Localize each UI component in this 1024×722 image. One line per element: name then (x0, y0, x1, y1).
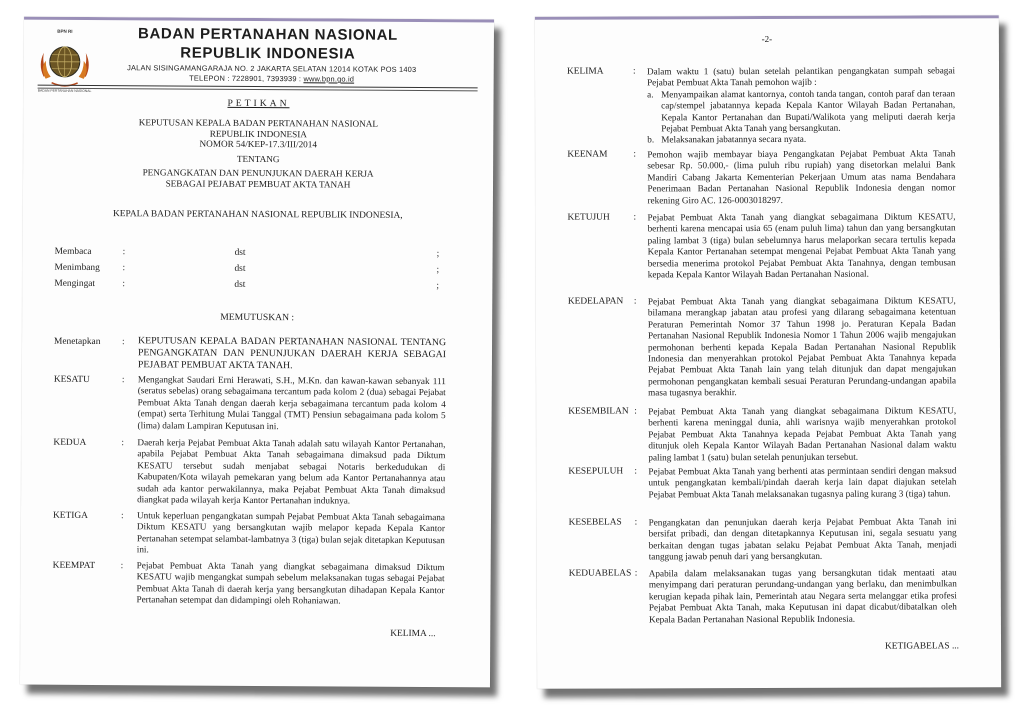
keduabelas-text: Apabila dalam melaksanakan tugas yang bersangkutan tidak mentaati atau menyimpang dari peraturan perundang-undangan yang berlaku, dan menimbulkan kerugian kepada pihak lain, Pemerintah atau Negara serta melanggar etika profesi Pejabat Pembuat Akta Tanah, maka Keputusan ini dapat dicabut/dibatalkan oleh Kepala Badan Pertanahan Nasional Republik Indonesia. (648, 567, 957, 625)
kesatu-label: KESATU (53, 374, 90, 385)
logo-caption: BADAN PERTANAHAN NASIONAL (37, 88, 92, 93)
header-website-link[interactable]: www.bpn.go.id (303, 74, 355, 84)
decree-title-line1: KEPUTUSAN KEPALA BADAN PERTANAHAN NASIONAL (138, 117, 379, 129)
kesatu-text: Mengangkat Saudari Erni Herawati, S.H., M.Kn. dan kawan-kawan sebanyak 111 (seratus sebelas) orang sebagaimana tercantum pada kolom 2 (dua) sebagai Pejabat Pembuat Akta Tanah dengan daerah kerja sebagaimana tercantum pada kolom 4 (empat) serta Terhitung Mulai Tanggal (TMT) Pensiun sebagaimana pada kolom 5 (lima) dalam Lampiran Keputusan ini. (137, 374, 446, 431)
consideration-label: Mengingat (54, 278, 96, 290)
considerations-list (54, 247, 454, 297)
scan-edge (24, 17, 494, 23)
header-agency-name: BADAN PERTANAHAN NASIONAL (138, 25, 398, 44)
kesembilan-text: Pejabat Pembuat Akta Tanah yang diangkat sebagaimana Diktum KESATU, berhenti karena meninggal dunia, ahli warisnya wajib menyerahkan protokol Pejabat Pembuat Akta Tanahnya kepada Pejabat Pembuat Akta Tanah yang ditunjuk oleh Kepala Kantor Wilayah Badan Pertanahan Nasional dalam waktu paling lambat 1 (satu) bulan setelah penunjukan tersebut. (648, 405, 957, 463)
decree-title-line2: REPUBLIK INDONESIA (209, 128, 307, 139)
kesatu-colon: : (121, 375, 125, 386)
consideration-label: Menimbang (54, 262, 100, 274)
kesembilan-label: KESEMBILAN (568, 406, 629, 417)
logo-top-label: BPN RI (57, 28, 73, 34)
bpn-logo (34, 28, 96, 93)
ketujuh-label: KETUJUH (567, 212, 610, 223)
kedelapan-label: KEDELAPAN (567, 296, 624, 307)
kesebelas-label: KESEBELAS (568, 517, 622, 528)
decree-tentang: TENTANG (236, 153, 280, 164)
ketujuh-colon: : (633, 212, 637, 223)
kesepuluh-label: KESEPULUH (568, 466, 624, 477)
list-item (647, 88, 955, 135)
kedelapan-text: Pejabat Pembuat Akta Tanah yang diangkat sebagaimana Diktum KESATU, bilamana merangkap jabatan atau profesi yang dilarang sebagaimana ketentuan Peraturan Pemerintah Nomor 37 Tahun 1998 jo. Peraturan Kepala Badan Pertanahan Nasional Republik Indonesia Nomor 1 Tahun 2006 wajib mengajukan permohonan berhenti kepada Kepala Badan Pertanahan Nasional Republik Indonesia dan menyerahkan protokol Pejabat Pembuat Akta Tanahnya kepada Pejabat Pembuat Akta Tanah lain yang telah ditunjuk dan dapat mengajukan permohonan pengangkatan kembali sesuai Peraturan Perundang-undangan apabila masa tugasnya berakhir. (647, 295, 957, 398)
consideration-mengingat (54, 279, 454, 297)
header-country-name: REPUBLIK INDONESIA (180, 44, 356, 63)
menetapkan-colon: : (122, 337, 125, 348)
list-item-text: Melaksanakan jabatannya secara nyata. (661, 134, 807, 145)
kedua-text: Daerah kerja Pejabat Pembuat Akta Tanah adalah satu wilayah Kantor Pertanahan, apabila Pejabat Pembuat Akta Tanah sebagaimana dimaksud pada Diktum KESATU tersebut sudah menjabat sebagai Notaris berkedudukan di Kabupaten/Kota wilayah pemekaran yang belum ada Kantor Pertanahannya atau sudah ada kantor perwakilannya, maka Pejabat Pembuat Akta Tanah dimaksud diangkat pada wilayah kerja Kantor Pertanahan induknya. (137, 437, 446, 506)
document-page-2 (535, 15, 1001, 689)
kedua-colon: : (121, 438, 125, 449)
consideration-colon: : (122, 247, 126, 258)
kesepuluh-colon: : (634, 466, 638, 477)
list-marker: a. (647, 89, 654, 100)
keduabelas-colon: : (634, 568, 638, 579)
header-phone-text: TELEPON : 7228901, 7393939 : (189, 73, 304, 84)
keempat-label: KEEMPAT (52, 560, 96, 572)
ketiga-label: KETIGA (52, 510, 88, 521)
keempat-colon: : (120, 561, 124, 572)
consideration-end: ; (436, 249, 440, 260)
kesebelas-text: Pengangkatan dan penunjukan daerah kerja Pejabat Pembuat Akta Tanah ini bersifat pribadi, dan dengan ditetapkannya Keputusan ini, segala sesuatu yang berkaitan dengan tugas jabatan selaku Pejabat Pembuat Akta Tanah, menjadi tanggung jawab penuh dari yang bersangkutan. (648, 516, 957, 562)
header-phone (112, 73, 432, 84)
list-item-text: Menyampaikan alamat kantornya, contoh tanda tangan, contoh paraf dan teraan cap/stempel jabatannya kepada Kepala Kantor Wilayah Badan Pertanahan, Kepala Kantor Pertanahan dan Bupati/Walikota yang meliputi daerah kerja Pejabat Pembuat Akta Tanah yang bersangkutan. (661, 88, 956, 134)
bpn-logo-emblem (34, 28, 96, 93)
consideration-value: dst (234, 247, 246, 258)
consideration-end: ; (436, 265, 440, 276)
memutuskan-heading: MEMUTUSKAN : (220, 311, 295, 324)
consideration-label: Membaca (54, 246, 92, 257)
menetapkan-text: KEPUTUSAN KEPALA BADAN PERTANAHAN NASIONAL TENTANG PENGANGKATAN DAN PENUNJUKAN DAERAH KERJA SEBAGAI PEJABAT PEMBUAT AKTA TANAH. (137, 335, 447, 371)
ketiga-colon: : (120, 511, 124, 522)
kesebelas-colon: : (634, 517, 638, 528)
header-rule-thin (38, 88, 478, 92)
decree-number: NOMOR 54/KEP-17.3/III/2014 (199, 138, 318, 150)
kelima-obligations-list (647, 88, 955, 146)
petikan-heading: PETIKAN (227, 97, 290, 110)
consideration-end: ; (436, 281, 440, 292)
header-address: JALAN SISINGAMANGARAJA NO. 2 JAKARTA SELATAN 12014 KOTAK POS 1403 (127, 63, 417, 74)
kepala-heading: KEPALA BADAN PERTANAHAN NASIONAL REPUBLIK INDONESIA, (112, 209, 403, 221)
list-marker: b. (647, 134, 655, 145)
keenam-text: Pemohon wajib membayar biaya Pengangkatan Pejabat Pembuat Akta Tanah sebesar Rp. 50.000,- (lima puluh ribu rupiah) yang disetorkan melalui Bank Mandiri Cabang Jakarta Kementerian Pekerjaan Umum atas nama Bendahara Penerimaan Badan Pertanahan Nasional Republik Indonesia dengan nomor rekening Giro AC. 126-0003018297. (647, 148, 956, 206)
decree-title (63, 117, 453, 191)
decree-subject-line2: SEBAGAI PEJABAT PEMBUAT AKTA TANAH (165, 178, 351, 190)
menetapkan-label: Menetapkan (54, 336, 101, 348)
kesepuluh-text: Pejabat Pembuat Akta Tanah yang berhenti atas permintaan sendiri dengan maksud untuk pengangkatan kembali/pindah daerah kerja lain dapat diajukan setelah Pejabat Pembuat Akta Tanah melaksanakan tugasnya paling kurang 3 (tiga) tahun. (648, 465, 957, 500)
page-number: -2- (761, 33, 773, 45)
kedelapan-colon: : (633, 296, 637, 307)
kedua-label: KEDUA (53, 437, 87, 448)
keempat-text: Pejabat Pembuat Akta Tanah yang diangkat sebagaimana dimaksud Diktum KESATU wajib mengangkat sumpah sebelum melaksanakan tugas sebagai Pejabat Pembuat Akta Tanah di daerah kerja yang bersangkutan dihadapan Kepala Kantor Pertanahan setempat dan didampingi oleh Rohaniawan. (136, 560, 445, 606)
consideration-colon: : (122, 263, 126, 274)
keduabelas-label: KEDUABELAS (568, 568, 632, 579)
keenam-colon: : (633, 149, 636, 160)
kesembilan-colon: : (634, 406, 637, 417)
continuation-marker: KETIGABELAS ... (885, 641, 959, 652)
ketiga-text: Untuk keperluan pengangkatan sumpah Pejabat Pembuat Akta Tanah sebagaimana Diktum KESATU yang bersangkutan wajib melapor kepada Kepala Kantor Pertanahan setempat selambat-lambatnya 3 (tiga) bulan sejak ditetapkan Keputusan ini. (136, 510, 446, 555)
list-item (647, 134, 955, 146)
kelima-colon: : (633, 66, 636, 77)
consideration-value: dst (234, 263, 246, 274)
kelima-section (647, 65, 955, 146)
consideration-value: dst (234, 279, 246, 290)
keenam-label: KEENAM (567, 149, 608, 160)
ketujuh-text: Pejabat Pembuat Akta Tanah yang diangkat sebagaimana Diktum KESATU, berhenti karena mencapai usia 65 (enam puluh lima) tahun dan yang bersangkutan paling lambat 3 (tiga) bulan sebelumnya harus melaporkan secara tertulis kepada Kepala Kantor Pertanahan setempat mengenai Pejabat Pembuat Akta Tanah yang bersedia menerima protokol Pejabat Pembuat Akta Tanahnya, dengan tembusan kepada Kepala Kantor Wilayah Badan Pertanahan Nasional. (647, 211, 956, 280)
decree-subject-line1: PENGANGKATAN DAN PENUNJUKAN DAERAH KERJA (142, 167, 374, 180)
scan-edge (535, 15, 999, 20)
kelima-label: KELIMA (567, 66, 604, 77)
kelima-intro: Dalam waktu 1 (satu) bulan setelah pelantikan pengangkatan sumpah sebagai Pejabat Pembuat Akta Tanah pemohon wajib : (647, 65, 956, 88)
consideration-colon: : (122, 279, 126, 290)
continuation-marker: KELIMA ... (390, 628, 436, 640)
document-page-1 (20, 17, 494, 688)
